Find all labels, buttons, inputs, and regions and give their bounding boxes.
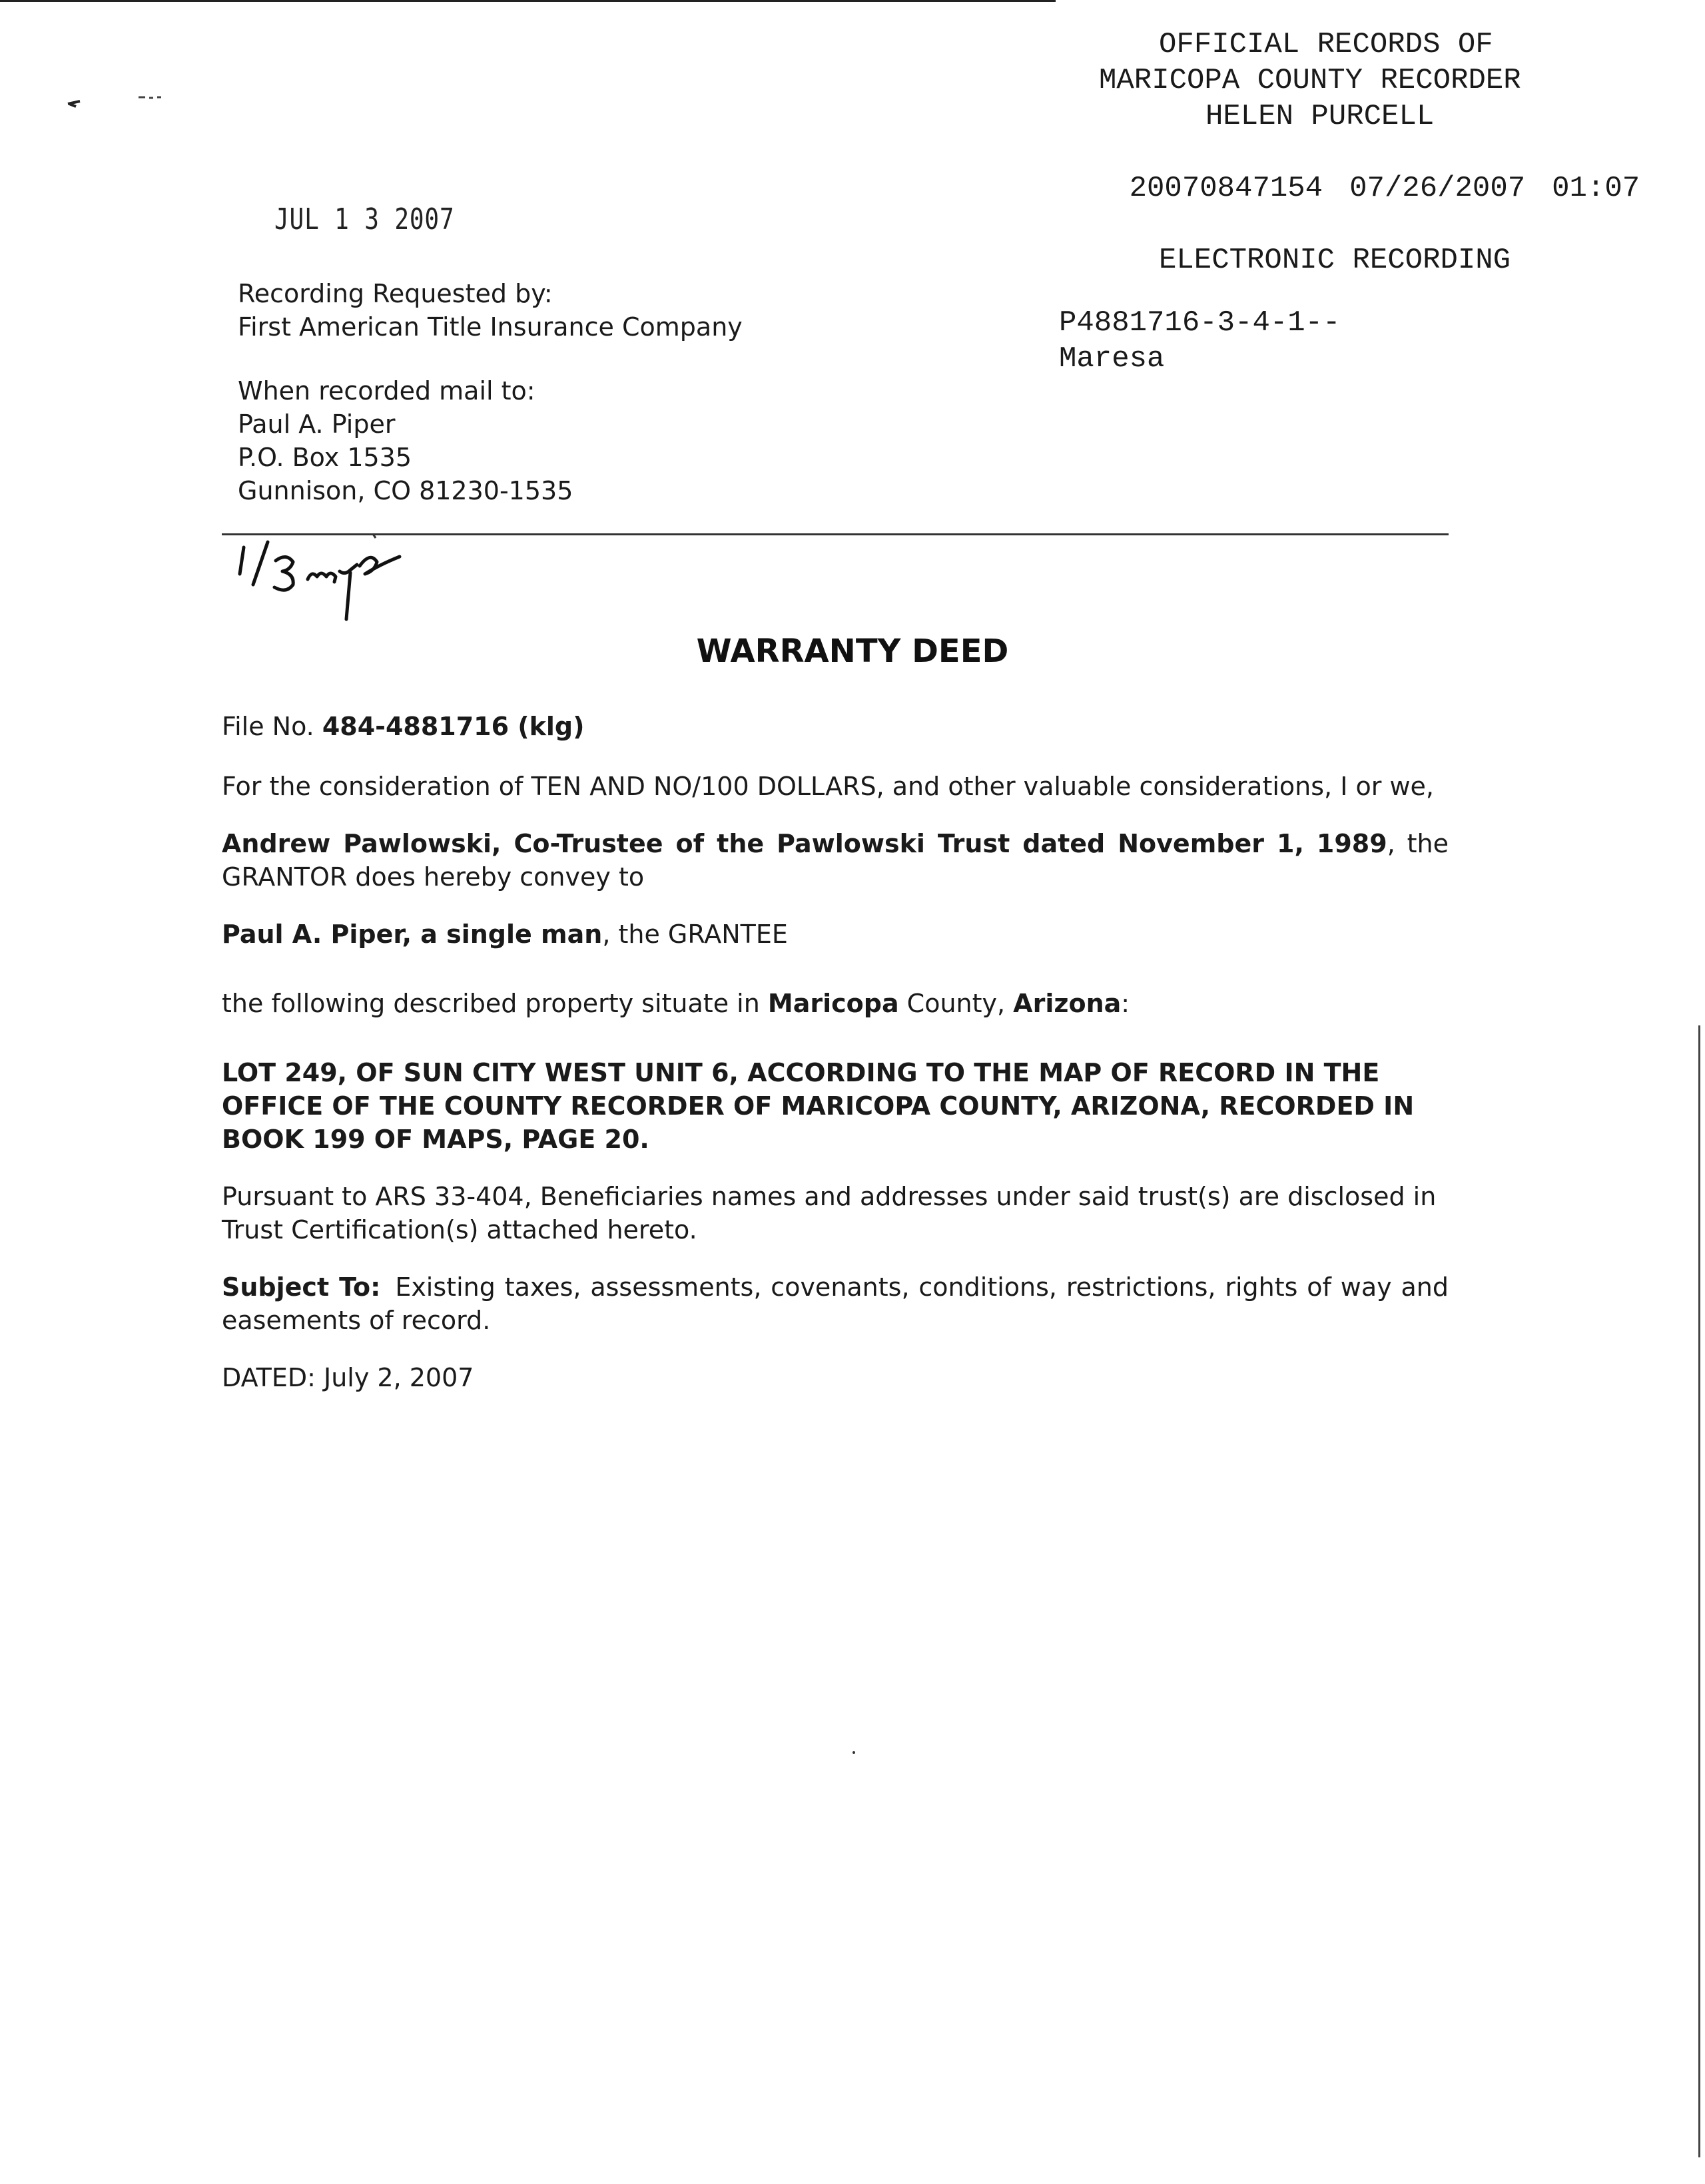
stamp-line-recorder-name: HELEN PURCELL [1205, 100, 1435, 133]
scan-right-edge-line [1698, 1025, 1700, 2157]
grantor-name: Andrew Pawlowski, Co-Trustee of the Pawlowski Trust dated November 1, 1989 [222, 829, 1387, 858]
deed-body [222, 710, 1449, 1394]
dated-line: DATED: July 2, 2007 [222, 1363, 474, 1392]
grantor-paragraph [222, 827, 1449, 894]
received-date-stamp: JUL 1 3 2007 [274, 202, 455, 236]
property-paragraph [222, 987, 1449, 1020]
mail-to-name: Paul A. Piper [238, 410, 396, 439]
stamp-line-official-records: OFFICIAL RECORDS OF [1159, 28, 1493, 61]
subject-to-text: Existing taxes, assessments, covenants, conditions, restrictions, rights of way and easements of record. [222, 1272, 1449, 1335]
stamp-clerk-name: Maresa [1059, 342, 1165, 376]
scan-top-edge-line [0, 0, 1056, 2]
stamp-reference-number: P4881716-3-4-1-- [1059, 306, 1341, 340]
subject-to-paragraph [222, 1270, 1449, 1337]
scan-specks [60, 87, 167, 113]
stamp-line-electronic-recording: ELECTRONIC RECORDING [1159, 244, 1511, 277]
document-title: WARRANTY DEED [696, 633, 1009, 670]
grantor-text: , the GRANTOR does hereby convey to [222, 829, 1449, 892]
legal-description: LOT 249, OF SUN CITY WEST UNIT 6, ACCORDING TO THE MAP OF RECORD IN THE OFFICE OF THE COUNTY RECORDER OF MARICOPA COUNTY, ARIZONA, RECORDED IN BOOK 199 OF MAPS, PAGE 20. [222, 1058, 1415, 1154]
stamp-recording-time: 01:07 [1552, 172, 1640, 205]
stamp-line-recording-info [1059, 135, 1658, 242]
file-number-line [222, 710, 1449, 743]
scan-dot-lower [852, 1751, 855, 1754]
mail-to-city: Gunnison, CO 81230-1535 [238, 476, 573, 505]
pursuant-paragraph: Pursuant to ARS 33-404, Beneficiaries names and addresses under said trust(s) are disclosed in Trust Certification(s) attached hereto. [222, 1182, 1437, 1244]
property-prefix: the following described property situate in [222, 989, 768, 1018]
grantee-paragraph [222, 918, 1449, 951]
property-suffix: : [1121, 989, 1130, 1018]
property-mid: County, [898, 989, 1014, 1018]
grantee-text: , the GRANTEE [602, 920, 788, 949]
stamp-line-county-recorder: MARICOPA COUNTY RECORDER [1099, 64, 1521, 97]
grantee-name: Paul A. Piper, a single man [222, 920, 603, 949]
handwritten-note-mark [233, 533, 433, 639]
subject-to-label: Subject To: [222, 1272, 381, 1302]
stamp-recording-date: 07/26/2007 [1349, 172, 1526, 205]
file-number-value: 484-4881716 (klg) [322, 712, 585, 741]
property-county: Maricopa [767, 989, 899, 1018]
recording-requested-label: Recording Requested by: [238, 279, 553, 308]
mail-to-po-box: P.O. Box 1535 [238, 443, 412, 472]
mail-to-block [238, 374, 573, 507]
requesting-company: First American Title Insurance Company [238, 312, 743, 342]
stamp-document-number: 20070847154 [1129, 172, 1323, 205]
mail-to-label: When recorded mail to: [238, 376, 535, 406]
recorder-stamp [1059, 27, 1658, 377]
recording-requested-block [238, 277, 743, 344]
property-state: Arizona [1013, 989, 1122, 1018]
file-number-label: File No. [222, 712, 314, 741]
consideration-paragraph: For the consideration of TEN AND NO/100 DOLLARS, and other valuable considerations, I or we, [222, 772, 1434, 801]
